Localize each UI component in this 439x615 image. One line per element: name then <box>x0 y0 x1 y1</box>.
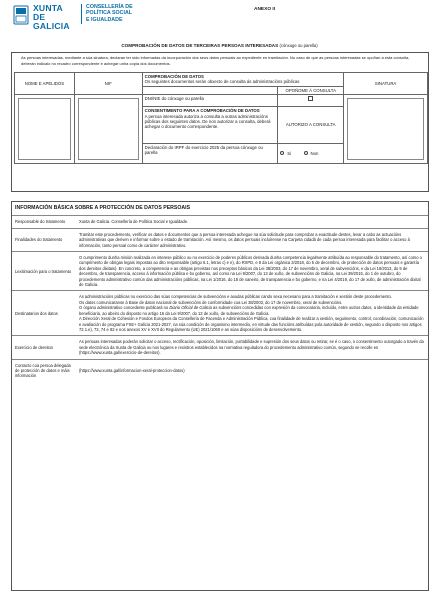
info-value: As persoas interesadas poderán solicitar o acceso, rectificación, oposición, limitación, portabilidade e supresión dos seus datos ou retirar, se é o caso, o consentimento outorgado a través da sede electrónica da Xunta de Galicia ou nos lugares e rexistros establecidos na normativa reguladora do procedemento administrativo común, segundo se recolle en (https://www.xunta.gal/exercicio-de-dereitos). <box>76 336 428 359</box>
info-key: Exercicio de dereitos <box>12 336 76 359</box>
intro-text: As persoas interesadas, mediante a súa sinatura, declaran ter sido informadas da incorporación dos seus datos persoais ao expediente en tramitación. No caso de que as persoas interesadas se opoñan a esta consulta, deberán indicalo no recadro correspondente e achegar unha copia dos documentos. <box>21 55 410 66</box>
info-link[interactable]: (https://www.xunta.gal/informacion-xeral-proteccion-datos) <box>79 367 185 373</box>
info-value: As administracións públicas no exercicio das súas competencias de subvencións e axudas públicas cando sexa necesario para a tramitación e xestión deste procedemento. Os datos comunicaranse á Base de datos nacional de subvencións de conformidade coa Lei 38/2003, do 17 de novembro, xeral de subvencións. O órgano administrativo concedente publicará no Diario Oficial de Galicia as subvencións concedidas con expresión da convocatoria, incluído, entre outros datos, a identidade da entidade beneficiaria, ao abeiro do disposto no artigo 15 da Lei 9/2007, do 13 de xuño, de subvencións de Galicia. A Dirección Xeral de Cohesión e Fondos Europeos da Consellería de Facenda e Administración Pública, coa finalidade de realizar a xestión, seguimento, control, coordinación, comunicación e avaliación do programa FSE+ Galicia 2021-2027, na súa condición de organismo intermedio, en virtude das funcións atribuídas pola autoridade de xestión, segundo o disposto nos artigos 72.1.e), 73, 74 e 82 e nos anexos XV e XVII do Regulamento (UE) 2021/1060 e as súas disposicións de desenvolvemento. <box>76 291 428 336</box>
page-header <box>12 4 432 34</box>
docs-header: COMPROBACIÓN DE DATOS Os seguintes documentos serán obxecto de consulta ás administracións públicas <box>142 73 344 87</box>
signature-field[interactable] <box>347 98 424 160</box>
oppose-checkbox[interactable] <box>308 96 313 101</box>
no-radio[interactable] <box>304 151 308 155</box>
info-key: Responsable do tratamento <box>12 216 76 228</box>
xunta-logo <box>12 4 133 31</box>
nif-cell[interactable] <box>74 94 142 163</box>
authorize-header: AUTORIZO A CONSULTA <box>278 107 344 143</box>
col-name-header: NOME E APELIDOS <box>15 73 75 95</box>
annex-label: ANEXO II <box>254 7 276 12</box>
info-title: INFORMACIÓN BÁSICA SOBRE A PROTECCIÓN DE DATOS PERSOAIS <box>12 202 428 216</box>
logo-divider <box>81 4 82 24</box>
oppose-header: OPOÑOME Á CONSULTA <box>278 86 344 94</box>
info-value: O cumprimento dunha misión realizada en interese público ou no exercicio de poderes públicos derivada dunha competencia legalmente atribuída ao responsable do tratamento, así como o cumprimento de obrigas legais impostas ao dito responsable (artigo 6.1, letras c) e e), do RXPD, e 8 da Lei orgánica 3/2018, do 5 de decembro, de protección de datos persoais e garantía dos dereitos dixitais). En concreto, a competencia e as obrigas previstas nos preceptos básicos da Lei 38/2003, do 17 de novembro, xeral de subvencións, e da Lei 19/2013, do 9 de decembro, de transparencia, acceso á información pública e bo goberno, así como na Lei 9/2007, do 13 de xuño, de subvencións de Galicia, na Lei 39/2015, do 1 de outubro, do procedemento administrativo común das administracións públicas, na Lei 1/2016, do 18 de xaneiro, de transparencia e bo goberno, e na Lei 4/2019, do 17 de xullo, de administración dixital de Galicia. <box>76 252 428 291</box>
info-key: Finalidades do tratamento <box>12 228 76 251</box>
consult-table <box>14 72 428 164</box>
dni-row-label: DNI/NIE do cónxuge ou parella <box>142 94 278 107</box>
col-sign-header: SINATURA <box>344 73 428 95</box>
consent-block: CONSENTIMENTO PARA A COMPROBACIÓN DE DATOS A persoa interesada autoriza a consulta a outras administracións públicas dos seguintes datos. De non autorizar a consulta, deberá achegar o documento correspondente. <box>142 107 278 143</box>
coat-of-arms-icon <box>12 4 30 26</box>
department-name: CONSELLERÍA DE POLÍTICA SOCIAL E IGUALDADE <box>86 4 133 23</box>
signature-cell[interactable] <box>344 94 428 163</box>
name-input[interactable] <box>18 98 71 160</box>
name-cell[interactable] <box>15 94 75 163</box>
page-title: COMPROBACIÓN DE DATOS DE TERCEIRAS PERSOAS INTERESADAS (cónxuge ou parella) <box>121 43 318 48</box>
logo-wordmark <box>33 4 77 31</box>
col-nif-header: NIF <box>74 73 142 95</box>
nif-input[interactable] <box>78 98 139 160</box>
logo-name: XUNTA DE GALICIA <box>33 3 70 31</box>
info-key: Contacto coa persoa delegada de protección de datos e máis información <box>15 362 71 379</box>
info-value: Tramitar este procedemento, verificar os datos e documentos que a persoa interesada achegue na súa solicitude para comprobar a exactitude destes, levar a cabo as actuacións administrativas que deriven e informar sobre o estado de tramitación. Así mesmo, os datos persoais incluírense na Carpeta cidadá de cada persoa interesada para facilitar o acceso á información, tanto persoal como de carácter administrativo. <box>76 228 428 251</box>
info-key: Destinatarios dos datos <box>12 291 76 336</box>
data-protection-table <box>12 202 428 382</box>
info-value: Xunta de Galicia. Consellería de Política Social e Igualdade. <box>76 216 428 228</box>
irpf-row-label: Declaración do IRPF do exercicio 2025 da persoa cónxuge ou parella <box>142 143 278 163</box>
yes-radio[interactable] <box>280 151 284 155</box>
authorize-options: Si Non <box>278 143 344 163</box>
info-key: Lexitimación para o tratamento <box>12 252 76 291</box>
